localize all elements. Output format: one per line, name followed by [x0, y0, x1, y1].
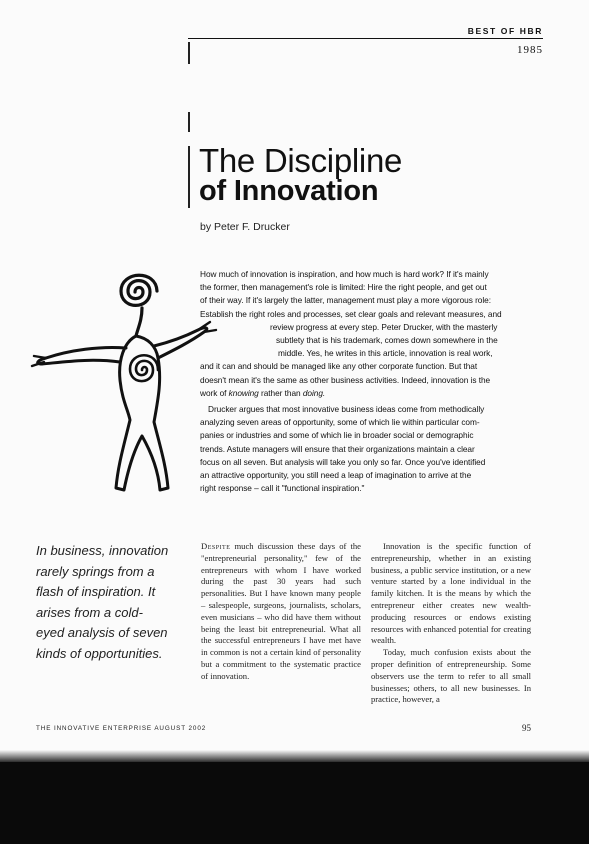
- margin-rule-2: [188, 112, 190, 132]
- header-rule: [188, 38, 543, 39]
- deck-text: work of: [200, 387, 229, 398]
- margin-rule-3: [188, 146, 190, 208]
- deck-line: subtlety that is his trademark, comes down somewhere in the: [276, 335, 498, 346]
- drop-word: Despite: [201, 541, 231, 551]
- body-paragraph: [201, 541, 361, 683]
- spiral-figure-icon: [20, 250, 220, 510]
- body-paragraph: Innovation is the specific function of entrepreneurship, whether in an existing business, a public service institution, or a new venture started by a lone individual in the family kitchen. It is the means by which the entrepreneur either creates new wealth-producing resources or endows existing resources with enhanced potential for creating wealth.: [371, 541, 531, 646]
- deck-line: the former, then management's role is limited: Hire the right people, and get out: [200, 282, 487, 293]
- article-title-line1: The Discipline: [199, 142, 403, 179]
- deck-emphasis: doing.: [302, 387, 326, 398]
- deck-emphasis: knowing: [228, 387, 259, 398]
- deck-paragraph-2: [200, 403, 550, 495]
- section-kicker: BEST OF HBR: [467, 26, 543, 36]
- deck-line: of their way. If it's largely the latter, management must play a more vigorous role:: [200, 295, 491, 306]
- deck-text: rather than: [258, 387, 303, 398]
- pull-quote: In business, innovation rarely springs from a flash of inspiration. It arises from a cold-eyed analysis of seven kinds of opportunities.: [36, 543, 169, 661]
- deck-line: right response – call it "functional inspiration.": [200, 483, 365, 494]
- article-title-line2: of Innovation: [199, 175, 379, 207]
- deck-paragraph-1: [200, 268, 550, 400]
- footer-publication: THE INNOVATIVE ENTERPRISE AUGUST 2002: [36, 725, 207, 732]
- byline: by Peter F. Drucker: [200, 221, 290, 233]
- deck-last-line: [200, 387, 550, 400]
- margin-rule-1: [188, 42, 190, 64]
- deck-line: doesn't mean it's the same as other business activities. Indeed, innovation is the: [200, 374, 491, 385]
- deck-line: Drucker argues that most innovative business ideas come from methodically: [208, 404, 485, 414]
- deck-line: review progress at every step. Peter Drucker, with the masterly: [270, 321, 498, 332]
- deck-line: and it can and should be managed like any other corporate function. But that: [200, 361, 478, 372]
- page-number: 95: [522, 723, 531, 733]
- scan-dark-border: [0, 762, 589, 844]
- deck-line: trends. Astute managers will ensure that their organizations maintain a clear: [200, 443, 475, 454]
- body-column-2: [371, 541, 531, 706]
- body-paragraph: Today, much confusion exists about the proper definition of entrepreneurship. Some observers use the term to refer to all small businesses; others, to all new businesses. In practice, however, a: [371, 647, 531, 705]
- deck-line: focus on all seven. But analysis will take you only so far. Once you've identified: [200, 456, 486, 467]
- deck-line: an attractive opportunity, you still need a leap of imagination to arrive at the: [200, 470, 472, 481]
- deck-line: panies or industries and some of which lie in broader social or demographic: [200, 430, 474, 441]
- deck-line: middle. Yes, he writes in this article, innovation is real work,: [278, 348, 493, 359]
- body-column-1: [201, 541, 361, 683]
- deck-line: analyzing seven areas of opportunity, some of which lie within particular com-: [200, 417, 480, 428]
- year-label: 1985: [517, 44, 543, 56]
- deck-line: Establish the right roles and processes, set clear goals and relevant measures, and: [200, 308, 502, 319]
- deck-line: How much of innovation is inspiration, and how much is hard work? If it's mainly: [200, 269, 489, 279]
- body-text: much discussion these days of the "entrepreneurial personality," few of the entrepreneurs with whom I have worked during the past 30 years had such personalities. But I have known many people – salespeople, surgeons, journalists, scholars, even musicians – who did have them without being the least bit entrepreneurial. What all the successful entrepreneurs I have met have in common is not a certain kind of personality but a commitment to the systematic practice of innovation.: [201, 541, 361, 681]
